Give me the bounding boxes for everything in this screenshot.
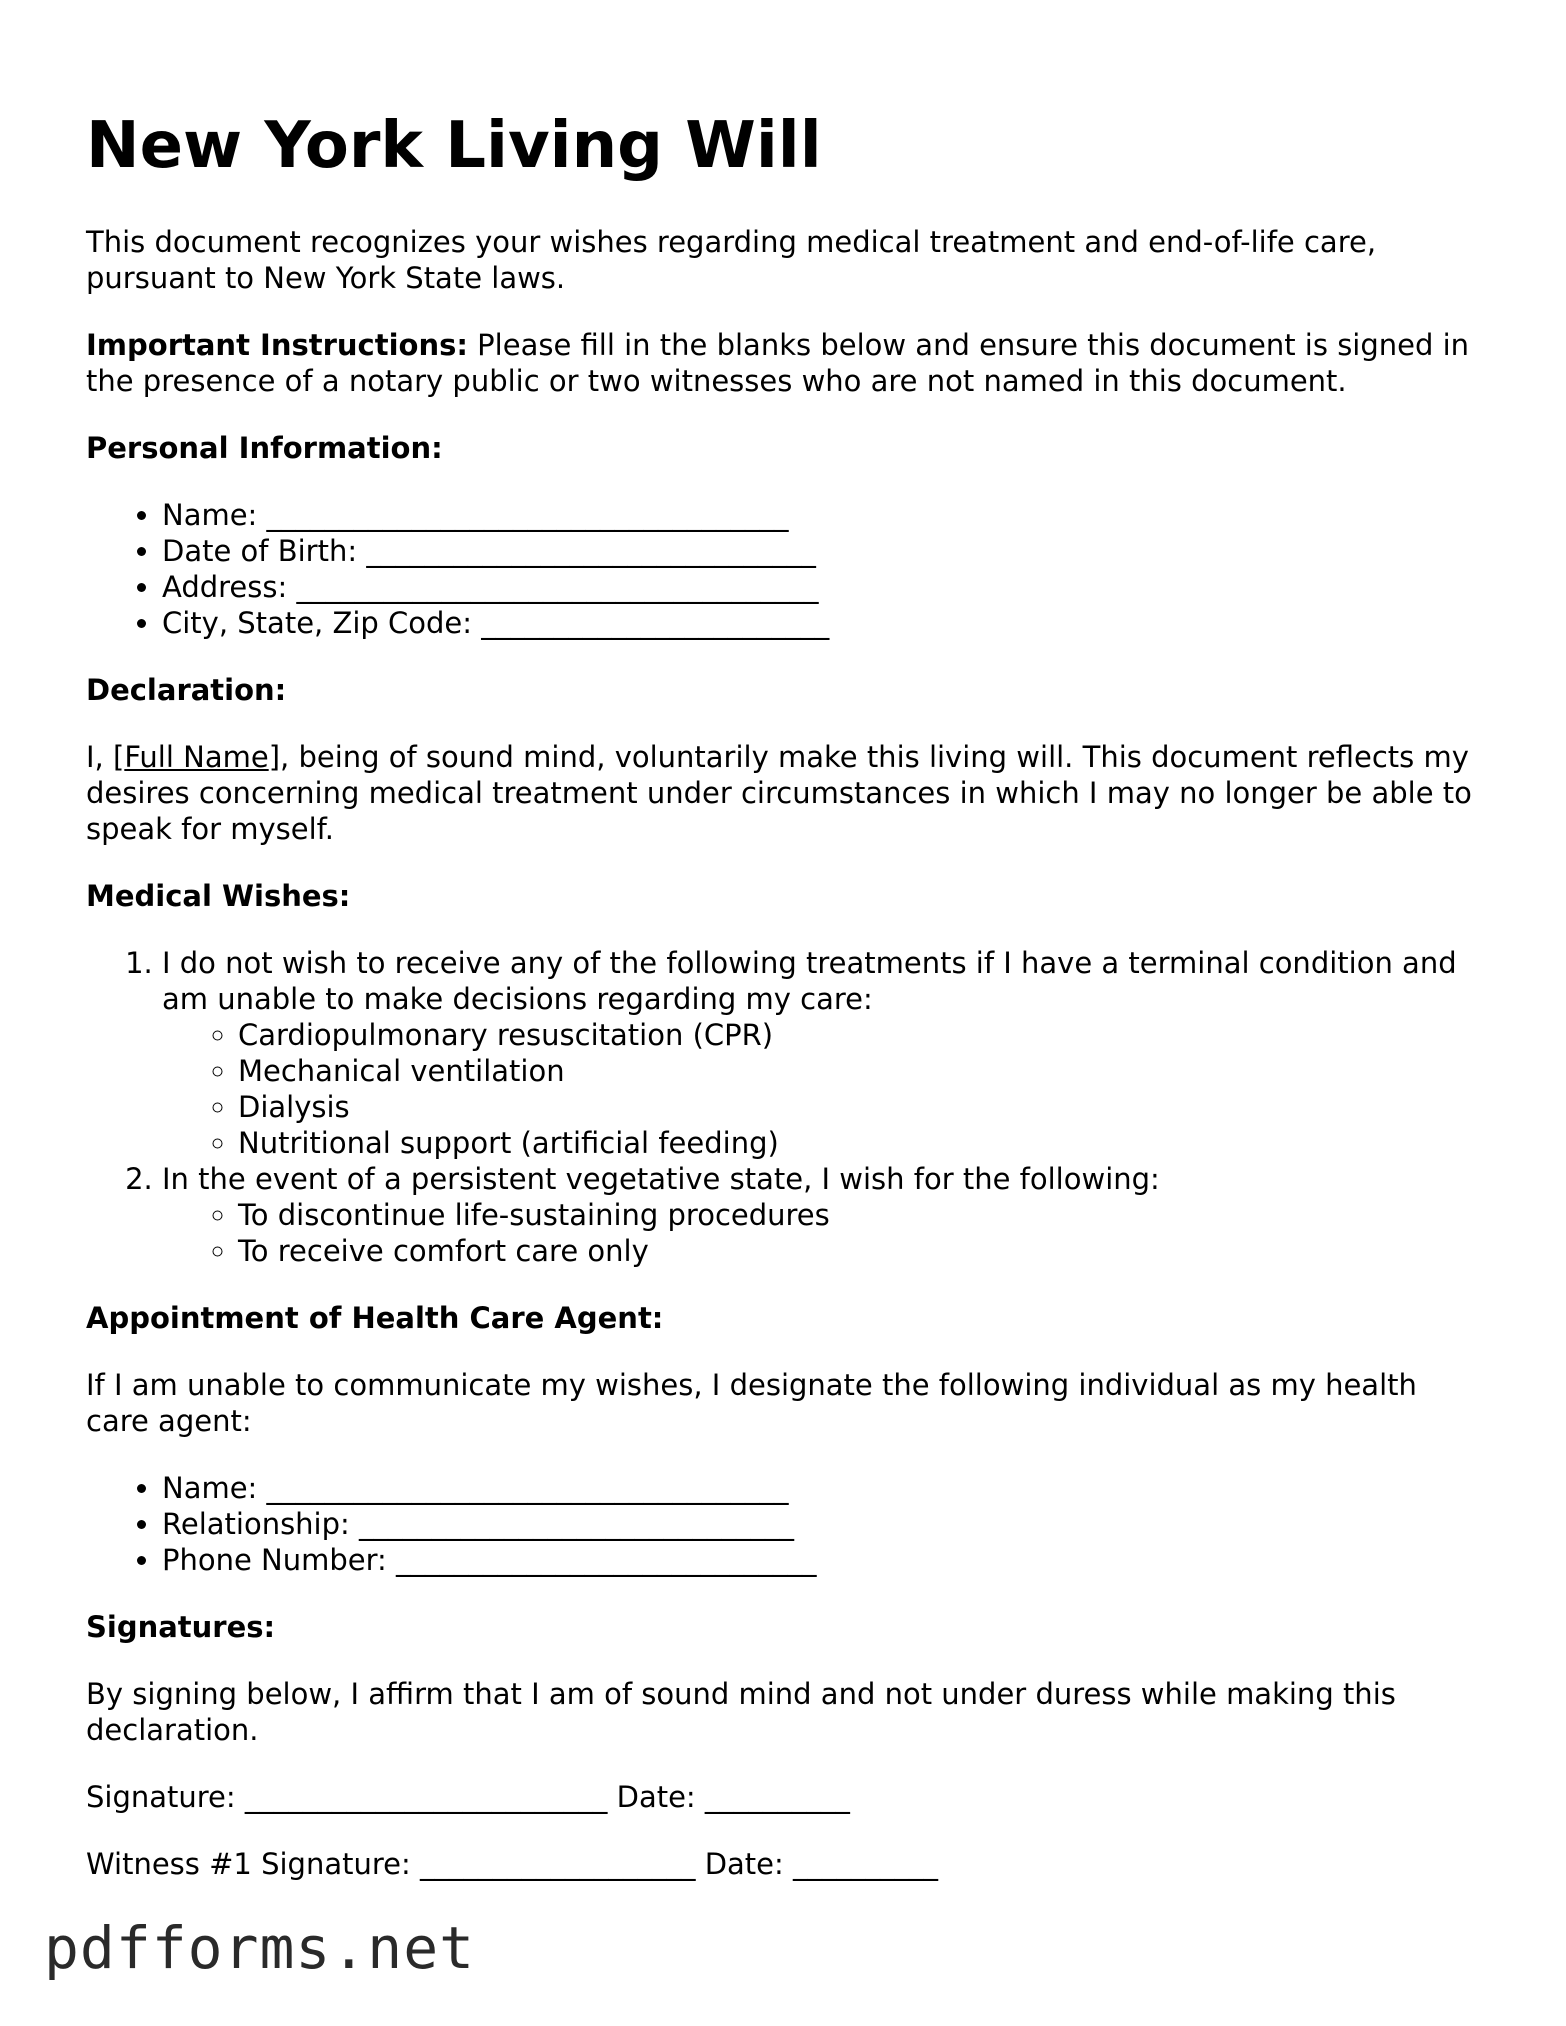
treatment-item: ◦ Mechanical ventilation (238, 1053, 1486, 1089)
treatment-item: ◦ Nutritional support (artificial feeding) (238, 1125, 1486, 1161)
declaration-prefix: I, [ (86, 740, 125, 774)
agent-relationship-field[interactable]: • Relationship: ______________________________ (162, 1506, 1486, 1542)
declaration-paragraph (86, 739, 1486, 847)
medical-wishes-heading: Medical Wishes: (86, 879, 351, 913)
instructions-label: Important Instructions: (86, 328, 468, 362)
vegetative-state-list (162, 1197, 1486, 1269)
agent-name-field[interactable]: • Name: ____________________________________ (162, 1470, 1486, 1506)
city-state-zip-field[interactable]: • City, State, Zip Code: ________________________ (162, 605, 1486, 641)
instructions-paragraph (86, 327, 1486, 399)
agent-phone-field[interactable]: • Phone Number: _____________________________ (162, 1542, 1486, 1578)
full-name-placeholder[interactable]: Full Name (124, 740, 269, 774)
name-field[interactable]: • Name: ____________________________________ (162, 497, 1486, 533)
document-title: New York Living Will (86, 109, 822, 183)
witness-1-signature-line[interactable]: Witness #1 Signature: ___________________ Date: __________ (86, 1847, 939, 1881)
address-field[interactable]: • Address: ____________________________________ (162, 569, 1486, 605)
treatment-item: ◦ Cardiopulmonary resuscitation (CPR) (238, 1017, 1486, 1053)
instructions-text: Please fill in the blanks below and ensure this document is signed in the presence of a notary public or two witnesses who are not named in this document. (86, 328, 1470, 398)
declaration-heading: Declaration: (86, 673, 287, 707)
personal-info-list (86, 497, 1486, 641)
document-page (86, 100, 1486, 1913)
date-of-birth-field[interactable]: • Date of Birth: _______________________________ (162, 533, 1486, 569)
treatment-item: ◦ Dialysis (238, 1089, 1486, 1125)
watermark-logo: pdfforms.net (44, 1914, 476, 1982)
vegetative-state-item: ◦ To receive comfort care only (238, 1233, 1486, 1269)
treatment-list (162, 1017, 1486, 1161)
signature-date-line[interactable]: Signature: _________________________ Date: __________ (86, 1780, 850, 1814)
vegetative-state-item: ◦ To discontinue life-sustaining procedures (238, 1197, 1486, 1233)
personal-info-heading: Personal Information: (86, 431, 443, 465)
intro-paragraph: This document recognizes your wishes regarding medical treatment and end-of-life care, pursuant to New York State laws. (86, 225, 1377, 295)
medical-wish-text: In the event of a persistent vegetative state, I wish for the following: (162, 1162, 1160, 1196)
medical-wish-text: I do not wish to receive any of the following treatments if I have a terminal condition and am unable to make decisions regarding my care: (162, 946, 1457, 1016)
declaration-suffix: ], being of sound mind, voluntarily make this living will. This document reflects my desires concerning medical treatment under circumstances in which I may no longer be able to speak for myself. (86, 740, 1472, 846)
signatures-heading: Signatures: (86, 1610, 276, 1644)
health-care-agent-heading: Appointment of Health Care Agent: (86, 1301, 664, 1335)
medical-wish-item (162, 1161, 1486, 1269)
medical-wish-item (162, 945, 1486, 1161)
medical-wishes-list (86, 945, 1486, 1269)
health-care-agent-list (86, 1470, 1486, 1578)
health-care-agent-intro: If I am unable to communicate my wishes, I designate the following individual as my health care agent: (86, 1368, 1417, 1438)
signatures-intro: By signing below, I affirm that I am of sound mind and not under duress while making this declaration. (86, 1677, 1396, 1747)
